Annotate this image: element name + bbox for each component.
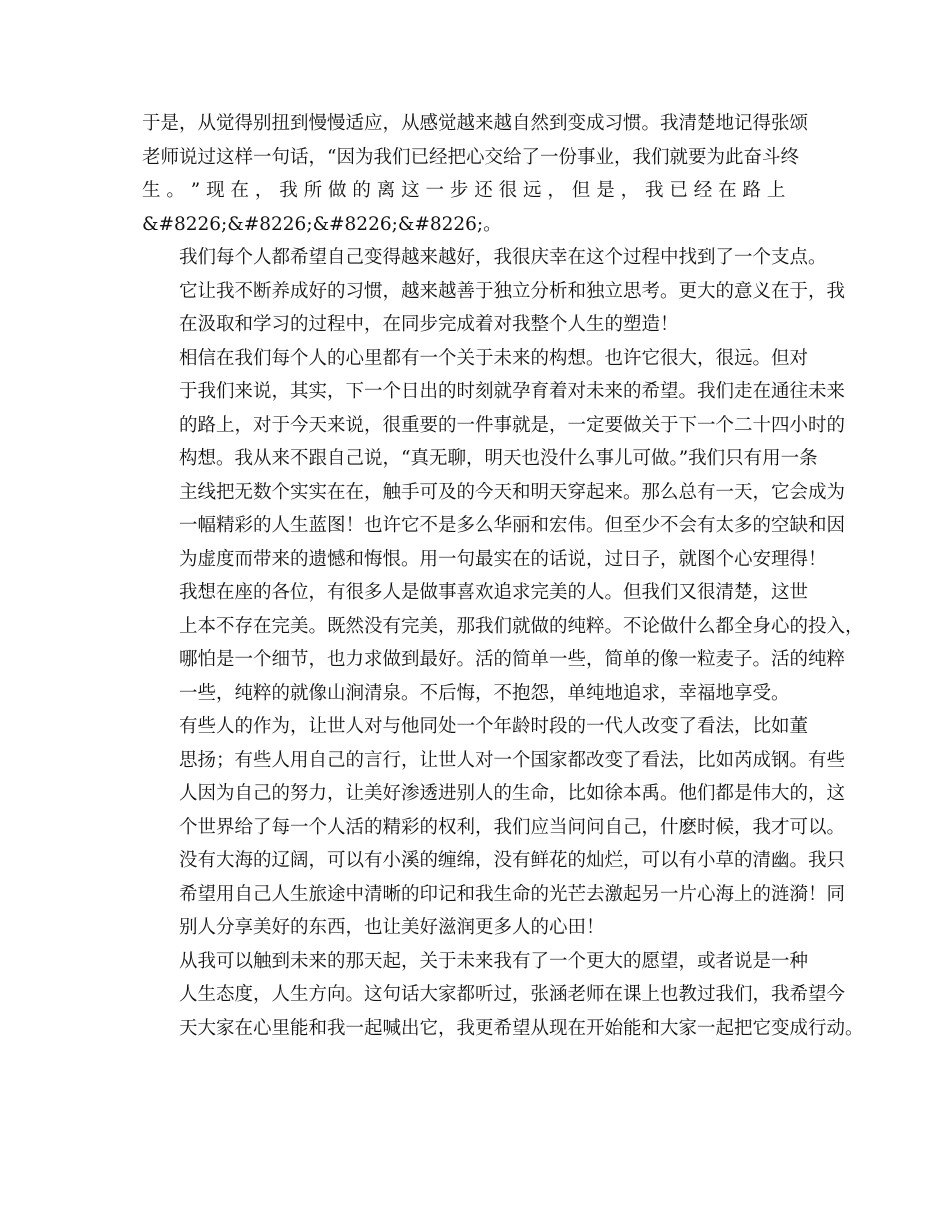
- text-line: 它让我不断养成好的习惯，越来越善于独立分析和独立思考。更大的意义在于，我: [179, 280, 846, 302]
- text-line: 为虚度而带来的遗憾和悔恨。用一句最实在的话说，过日子，就图个心安理得！: [179, 548, 827, 570]
- text-line: 人生态度，人生方向。这句话大家都听过，张涵老师在课上也教过我们，我希望今: [179, 984, 846, 1005]
- text-line: 希望用自己人生旅途中清晰的印记和我生命的光芒去激起另一片心海上的涟漪！同: [179, 883, 846, 905]
- text-line: 思扬；有些人用自己的言行，让世人对一个国家都改变了看法，比如芮成钢。有些: [179, 749, 846, 771]
- paragraph-6: [142, 945, 864, 1046]
- text-line: 从我可以触到未来的那天起，关于未来我有了一个更大的愿望，或者说是一种: [179, 950, 809, 972]
- paragraph-5: [142, 710, 846, 945]
- text-line: 没有大海的辽阔，可以有小溪的缠绵，没有鲜花的灿烂，可以有小草的清幽。我只: [179, 850, 846, 871]
- paragraph-1: [142, 107, 812, 241]
- text-line: 一幅精彩的人生蓝图！也许它不是多么华丽和宏伟。但至少不会有太多的空缺和因: [179, 515, 846, 536]
- text-line: 相信在我们每个人的心里都有一个关于未来的构想。也许它很大，很远。但对: [179, 347, 809, 369]
- text-line: 老师说过这样一句话，“因为我们已经把心交给了一份事业，我们就要为此奋斗终: [142, 146, 799, 168]
- text-line: 一些，纯粹的就像山涧清泉。不后悔，不抱怨，单纯地追求，幸福地享受。: [179, 682, 790, 704]
- text-line: 哪怕是一个细节，也力求做到最好。活的简单一些，简单的像一粒麦子。活的纯粹: [179, 649, 846, 670]
- text-line: 天大家在心里能和我一起喊出它，我更希望从现在开始能和大家一起把它变成行动。: [179, 1017, 864, 1039]
- text-line: 于我们来说，其实，下一个日出的时刻就孕育着对未来的希望。我们走在通往未来: [179, 381, 846, 402]
- paragraph-4: [142, 576, 864, 710]
- text-line: 的路上，对于今天来说，很重要的一件事就是，一定要做关于下一个二十四小时的: [179, 414, 846, 436]
- text-line: 别人分享美好的东西，也让美好滋润更多人的心田！: [179, 917, 605, 938]
- text-line: 人因为自己的努力，让美好渗透进别人的生命，比如徐本禹。他们都是伟大的，这: [179, 783, 846, 804]
- paragraph-2: [142, 241, 846, 342]
- document-body: [142, 107, 864, 1045]
- text-line: 我们每个人都希望自己变得越来越好，我很庆幸在这个过程中找到了一个支点。: [179, 247, 827, 268]
- text-line: 于是，从觉得别扭到慢慢适应，从感觉越来越自然到变成习惯。我清楚地记得张颂: [142, 113, 809, 134]
- text-line: 生 。 ” 现 在 ， 我 所 做 的 离 这 一 步 还 很 远 ， 但 是 ， 我 已 经 在 路 上: [142, 180, 786, 201]
- text-line: 在汲取和学习的过程中，在同步完成着对我整个人生的塑造！: [179, 314, 679, 335]
- text-line: 构想。我从来不跟自己说，“真无聊，明天也没什么事儿可做。”我们只有用一条: [179, 448, 818, 469]
- text-line: 我想在座的各位，有很多人是做事喜欢追求完美的人。但我们又很清楚，这世: [179, 582, 809, 603]
- text-line: 上本不存在完美。既然没有完美，那我们就做的纯粹。不论做什么都全身心的投入，: [179, 615, 864, 637]
- paragraph-3: [142, 342, 846, 577]
- text-line: 有些人的作为，让世人对与他同处一个年龄时段的一代人改变了看法，比如董: [179, 716, 809, 737]
- text-line: 个世界给了每一个人活的精彩的权利，我们应当问问自己，什麽时候，我才可以。: [179, 816, 846, 838]
- text-line: 主线把无数个实实在在，触手可及的今天和明天穿起来。那么总有一天，它会成为: [179, 481, 846, 503]
- text-line: &#8226;&#8226;&#8226;&#8226;。: [142, 213, 502, 235]
